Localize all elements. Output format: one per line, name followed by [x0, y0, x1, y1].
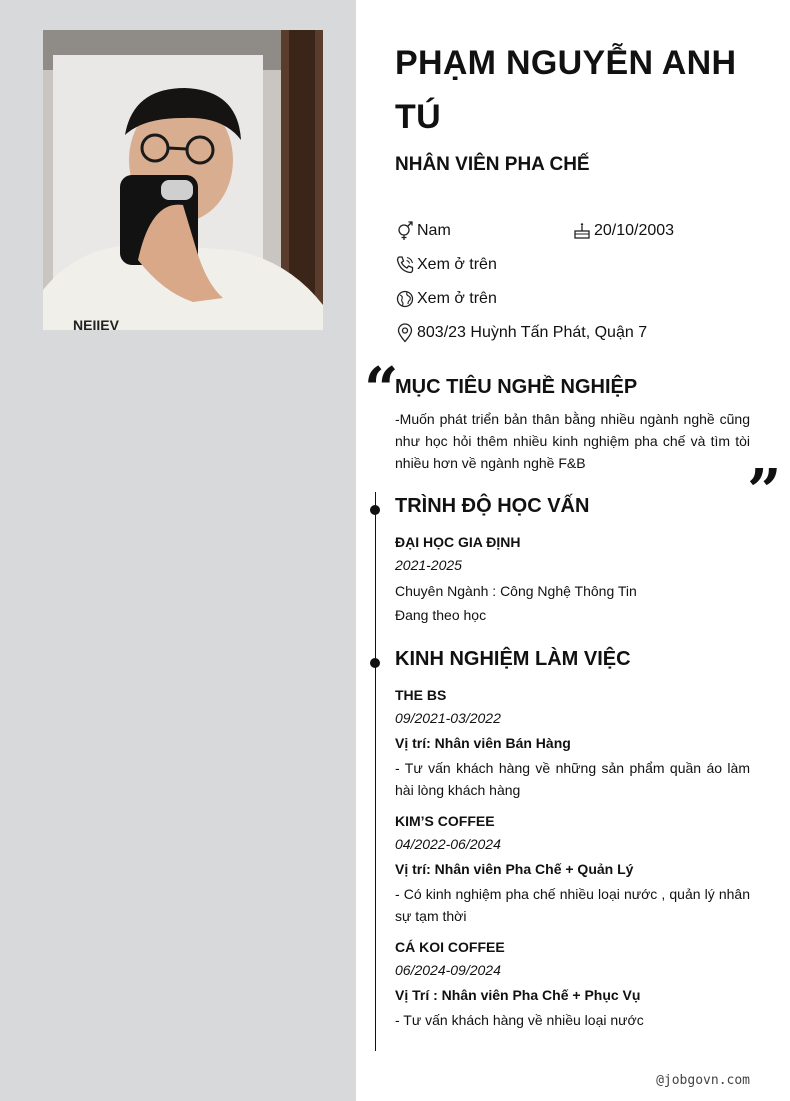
job-period: 06/2024-09/2024: [395, 962, 501, 978]
job-position: Vị trí: Nhân viên Pha Chế + Quản Lý: [395, 861, 634, 877]
gender-row: [395, 221, 451, 241]
phone-row: [395, 255, 497, 275]
job-description: - Tư vấn khách hàng về nhiều loại nước: [395, 1012, 644, 1028]
experience-dot: [370, 658, 380, 668]
school-name: ĐẠI HỌC GIA ĐỊNH: [395, 534, 521, 550]
education-status: Đang theo học: [395, 607, 487, 623]
timeline-line: [375, 492, 376, 1051]
objective-heading: MỤC TIÊU NGHỀ NGHIỆP: [395, 376, 638, 398]
website-row: [395, 289, 497, 309]
phone-icon: [395, 255, 415, 275]
quote-close-icon: ”: [747, 457, 782, 527]
education-period: 2021-2025: [395, 557, 462, 573]
birthdate-value: 20/10/2003: [594, 222, 675, 239]
birthdate-row: [572, 221, 674, 241]
globe-icon: [395, 289, 415, 309]
address-value: 803/23 Huỳnh Tấn Phát, Quận 7: [417, 324, 648, 341]
cake-icon: [572, 221, 592, 241]
objective-text: -Muốn phát triển bản thân bằng nhiều ngành nghề cũng như học hỏi thêm nhiều kinh nghiệm pha chế và tìm tòi nhiều hơn về ngành nghề F&B: [395, 411, 750, 471]
phone-value: Xem ở trên: [417, 256, 497, 273]
gender-value: Nam: [417, 222, 451, 239]
experience-heading: KINH NGHIỆM LÀM VIỆC: [395, 648, 631, 670]
job-description: - Có kinh nghiệm pha chế nhiều loại nước , quản lý nhân sự tạm thời: [395, 886, 750, 924]
quote-open-icon: “: [364, 355, 399, 425]
job-period: 09/2021-03/2022: [395, 710, 501, 726]
profile-photo-image: [43, 30, 323, 330]
location-pin-icon: [395, 323, 415, 343]
job-description: - Tư vấn khách hàng về những sản phẩm quần áo làm hài lòng khách hàng: [395, 760, 750, 798]
website-value: Xem ở trên: [417, 290, 497, 307]
svg-text:NEIIEV: NEIIEV: [73, 317, 119, 330]
job-title: NHÂN VIÊN PHA CHẾ: [395, 154, 590, 175]
job-company: THE BS: [395, 687, 447, 703]
education-dot: [370, 505, 380, 515]
gender-icon: [395, 221, 415, 241]
watermark: @jobgovn.com: [656, 1073, 750, 1088]
job-company: CÁ KOI COFFEE: [395, 939, 505, 955]
job-position: Vị Trí : Nhân viên Pha Chế + Phục Vụ: [395, 987, 641, 1003]
address-row: [395, 323, 647, 343]
candidate-name: PHẠM NGUYỄN ANH TÚ: [395, 44, 737, 136]
job-position: Vị trí: Nhân viên Bán Hàng: [395, 735, 571, 751]
education-major: Chuyên Ngành : Công Nghệ Thông Tin: [395, 583, 637, 599]
education-heading: TRÌNH ĐỘ HỌC VẤN: [395, 495, 590, 517]
profile-photo: [43, 30, 323, 330]
job-company: KIM’S COFFEE: [395, 813, 495, 829]
job-period: 04/2022-06/2024: [395, 836, 501, 852]
